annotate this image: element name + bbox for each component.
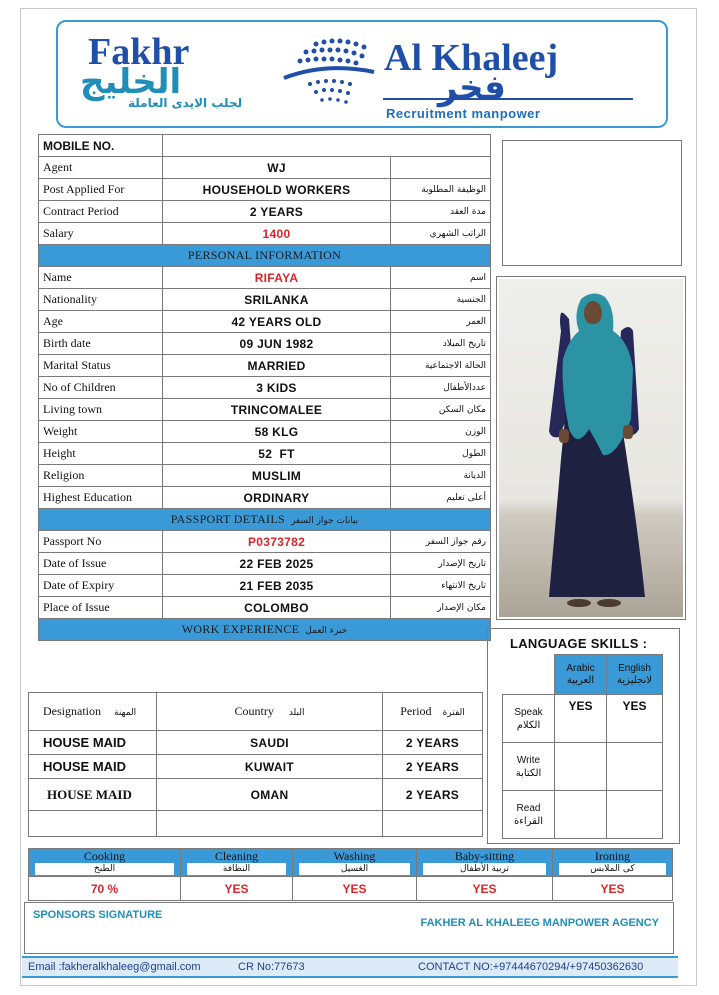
name-label: Name [39,267,163,289]
designation-cell: HOUSE MAID [29,779,157,811]
education-value: ORDINARY [163,487,391,509]
cleaning-value: YES [181,877,293,901]
weight-label: Weight [39,421,163,443]
issue-date-label: Date of Issue [39,553,163,575]
country-cell: SAUDI [157,731,383,755]
education-label: Highest Education [39,487,163,509]
education-label-arabic: أعلى تعليم [391,487,491,509]
brand-name-right: Al Khaleej [384,37,559,79]
nationality-label-arabic: الجنسية [391,289,491,311]
name-label-arabic: اسم [391,267,491,289]
empty-cell [29,811,157,837]
babysitting-value: YES [417,877,553,901]
logo-divider [383,98,633,100]
contract-value: 2 YEARS [163,201,391,223]
table-row [29,731,483,755]
salary-value: 1400 [163,223,391,245]
candidate-photo [496,276,686,620]
weight-value: 58 KLG [163,421,391,443]
expiry-date-label: Date of Expiry [39,575,163,597]
issue-date-label-arabic: تاريخ الإصدار [391,553,491,575]
nationality-label: Nationality [39,289,163,311]
agent-label: Agent [39,157,163,179]
cleaning-header: Cleaning النظافة [181,849,293,877]
period-cell: 2 YEARS [383,731,483,755]
work-section-title: WORK EXPERIENCE [181,622,300,636]
babysitting-header: Baby-sitting تربية الأطفال [417,849,553,877]
ironing-header: Ironing كى الملابس [553,849,673,877]
height-value: 52 FT [163,443,391,465]
birth-date-value: 09 JUN 1982 [163,333,391,355]
agency-name: FAKHER AL KHALEEG MANPOWER AGENCY [420,917,659,929]
english-column-header: English لانجليزية [607,655,663,695]
thumbnail-box [502,140,682,266]
issue-place-value: COLOMBO [163,597,391,619]
nationality-value: SRILANKA [163,289,391,311]
candidate-details-table [38,134,491,641]
write-label: Write الكتابة [503,743,555,791]
passport-section-title-arabic: بيانات جواز السفر [290,516,359,526]
brand-subtitle: Recruitment manpower [386,106,541,121]
period-cell: 2 YEARS [383,779,483,811]
empty-cell [157,811,383,837]
children-label: No of Children [39,377,163,399]
passport-section-title: PASSPORT DETAILS [170,512,285,526]
passport-no-value: P0373782 [163,531,391,553]
designation-header: Designation المهنة [29,693,157,731]
passport-no-label-arabic: رقم جواز السفر [391,531,491,553]
contact-numbers: CONTACT NO:+97444670294/+97450362630 [418,961,644,973]
work-section-title-arabic: خبرء العمل [305,626,348,636]
expiry-date-label-arabic: تاريخ الانتهاء [391,575,491,597]
washing-header: Washing الغسيل [293,849,417,877]
religion-label-arabic: الديانة [391,465,491,487]
religion-label: Religion [39,465,163,487]
age-value: 42 YEARS OLD [163,311,391,333]
empty-cell [503,655,555,695]
country-header: Country البلد [157,693,383,731]
height-label-arabic: الطول [391,443,491,465]
ironing-value: YES [553,877,673,901]
issue-date-value: 22 FEB 2025 [163,553,391,575]
sponsor-signature-label: SPONSORS SIGNATURE [33,909,163,921]
name-value: RIFAYA [163,267,391,289]
agent-label-arabic [391,157,491,179]
brand-subtitle-arabic: لجلب الايدى العاملة [128,96,243,110]
washing-value: YES [293,877,417,901]
language-skills-title: LANGUAGE SKILLS : [510,636,648,651]
cr-number: CR No:77673 [238,961,305,973]
write-english-value [607,743,663,791]
work-experience-table [28,692,483,837]
mobile-value [163,135,491,157]
designation-cell: HOUSE MAID [29,731,157,755]
town-label-arabic: مكان السكن [391,399,491,421]
personal-section-header: PERSONAL INFORMATION [39,245,491,267]
town-label: Living town [39,399,163,421]
age-label-arabic: العمر [391,311,491,333]
expiry-date-value: 21 FEB 2035 [163,575,391,597]
marital-label: Marital Status [39,355,163,377]
read-label: Read القراءة [503,791,555,839]
speak-arabic-value: YES [555,695,607,743]
email-text: Email :fakheralkhaleeg@gmail.com [28,961,201,973]
period-cell: 2 YEARS [383,755,483,779]
mobile-label: MOBILE NO. [39,135,163,157]
contact-footer [22,956,678,978]
age-label: Age [39,311,163,333]
period-header: Period الفترة [383,693,483,731]
brand-name-arabic-right: فخر [438,68,506,108]
brand-name-left: Fakhr [88,31,190,73]
country-cell: OMAN [157,779,383,811]
passport-no-label: Passport No [39,531,163,553]
contract-label-arabic: مدة العقد [391,201,491,223]
table-row [29,779,483,811]
passport-section-header [39,509,491,531]
arabic-column-header: Arabic العربية [555,655,607,695]
speak-english-value: YES [607,695,663,743]
write-arabic-value [555,743,607,791]
contract-label: Contract Period [39,201,163,223]
issue-place-label-arabic: مكان الإصدار [391,597,491,619]
brand-name-arabic-left: الخليج [80,62,182,102]
logo-dots-icon [276,32,376,112]
agent-value: WJ [163,157,391,179]
issue-place-label: Place of Issue [39,597,163,619]
weight-label-arabic: الوزن [391,421,491,443]
table-row [29,755,483,779]
marital-label-arabic: الحالة الاجتماعية [391,355,491,377]
birth-date-label-arabic: تاريخ الميلاد [391,333,491,355]
work-section-header [39,619,491,641]
children-value: 3 KIDS [163,377,391,399]
cooking-value: 70 % [29,877,181,901]
company-logo-banner [56,20,668,128]
language-skills-table [502,654,663,839]
town-value: TRINCOMALEE [163,399,391,421]
post-label-arabic: الوظيفة المطلوبة [391,179,491,201]
salary-label: Salary [39,223,163,245]
children-label-arabic: عددالأطفال [391,377,491,399]
read-arabic-value [555,791,607,839]
post-value: HOUSEHOLD WORKERS [163,179,391,201]
birth-date-label: Birth date [39,333,163,355]
marital-value: MARRIED [163,355,391,377]
religion-value: MUSLIM [163,465,391,487]
height-label: Height [39,443,163,465]
designation-cell: HOUSE MAID [29,755,157,779]
country-cell: KUWAIT [157,755,383,779]
signature-box [24,902,674,954]
work-skills-table [28,848,673,901]
cooking-header: Cooking الطبخ [29,849,181,877]
speak-label: Speak الكلام [503,695,555,743]
salary-label-arabic: الراتب الشهري [391,223,491,245]
empty-cell [383,811,483,837]
read-english-value [607,791,663,839]
photo-background [499,279,683,617]
person-figure-icon [499,279,683,617]
post-label: Post Applied For [39,179,163,201]
